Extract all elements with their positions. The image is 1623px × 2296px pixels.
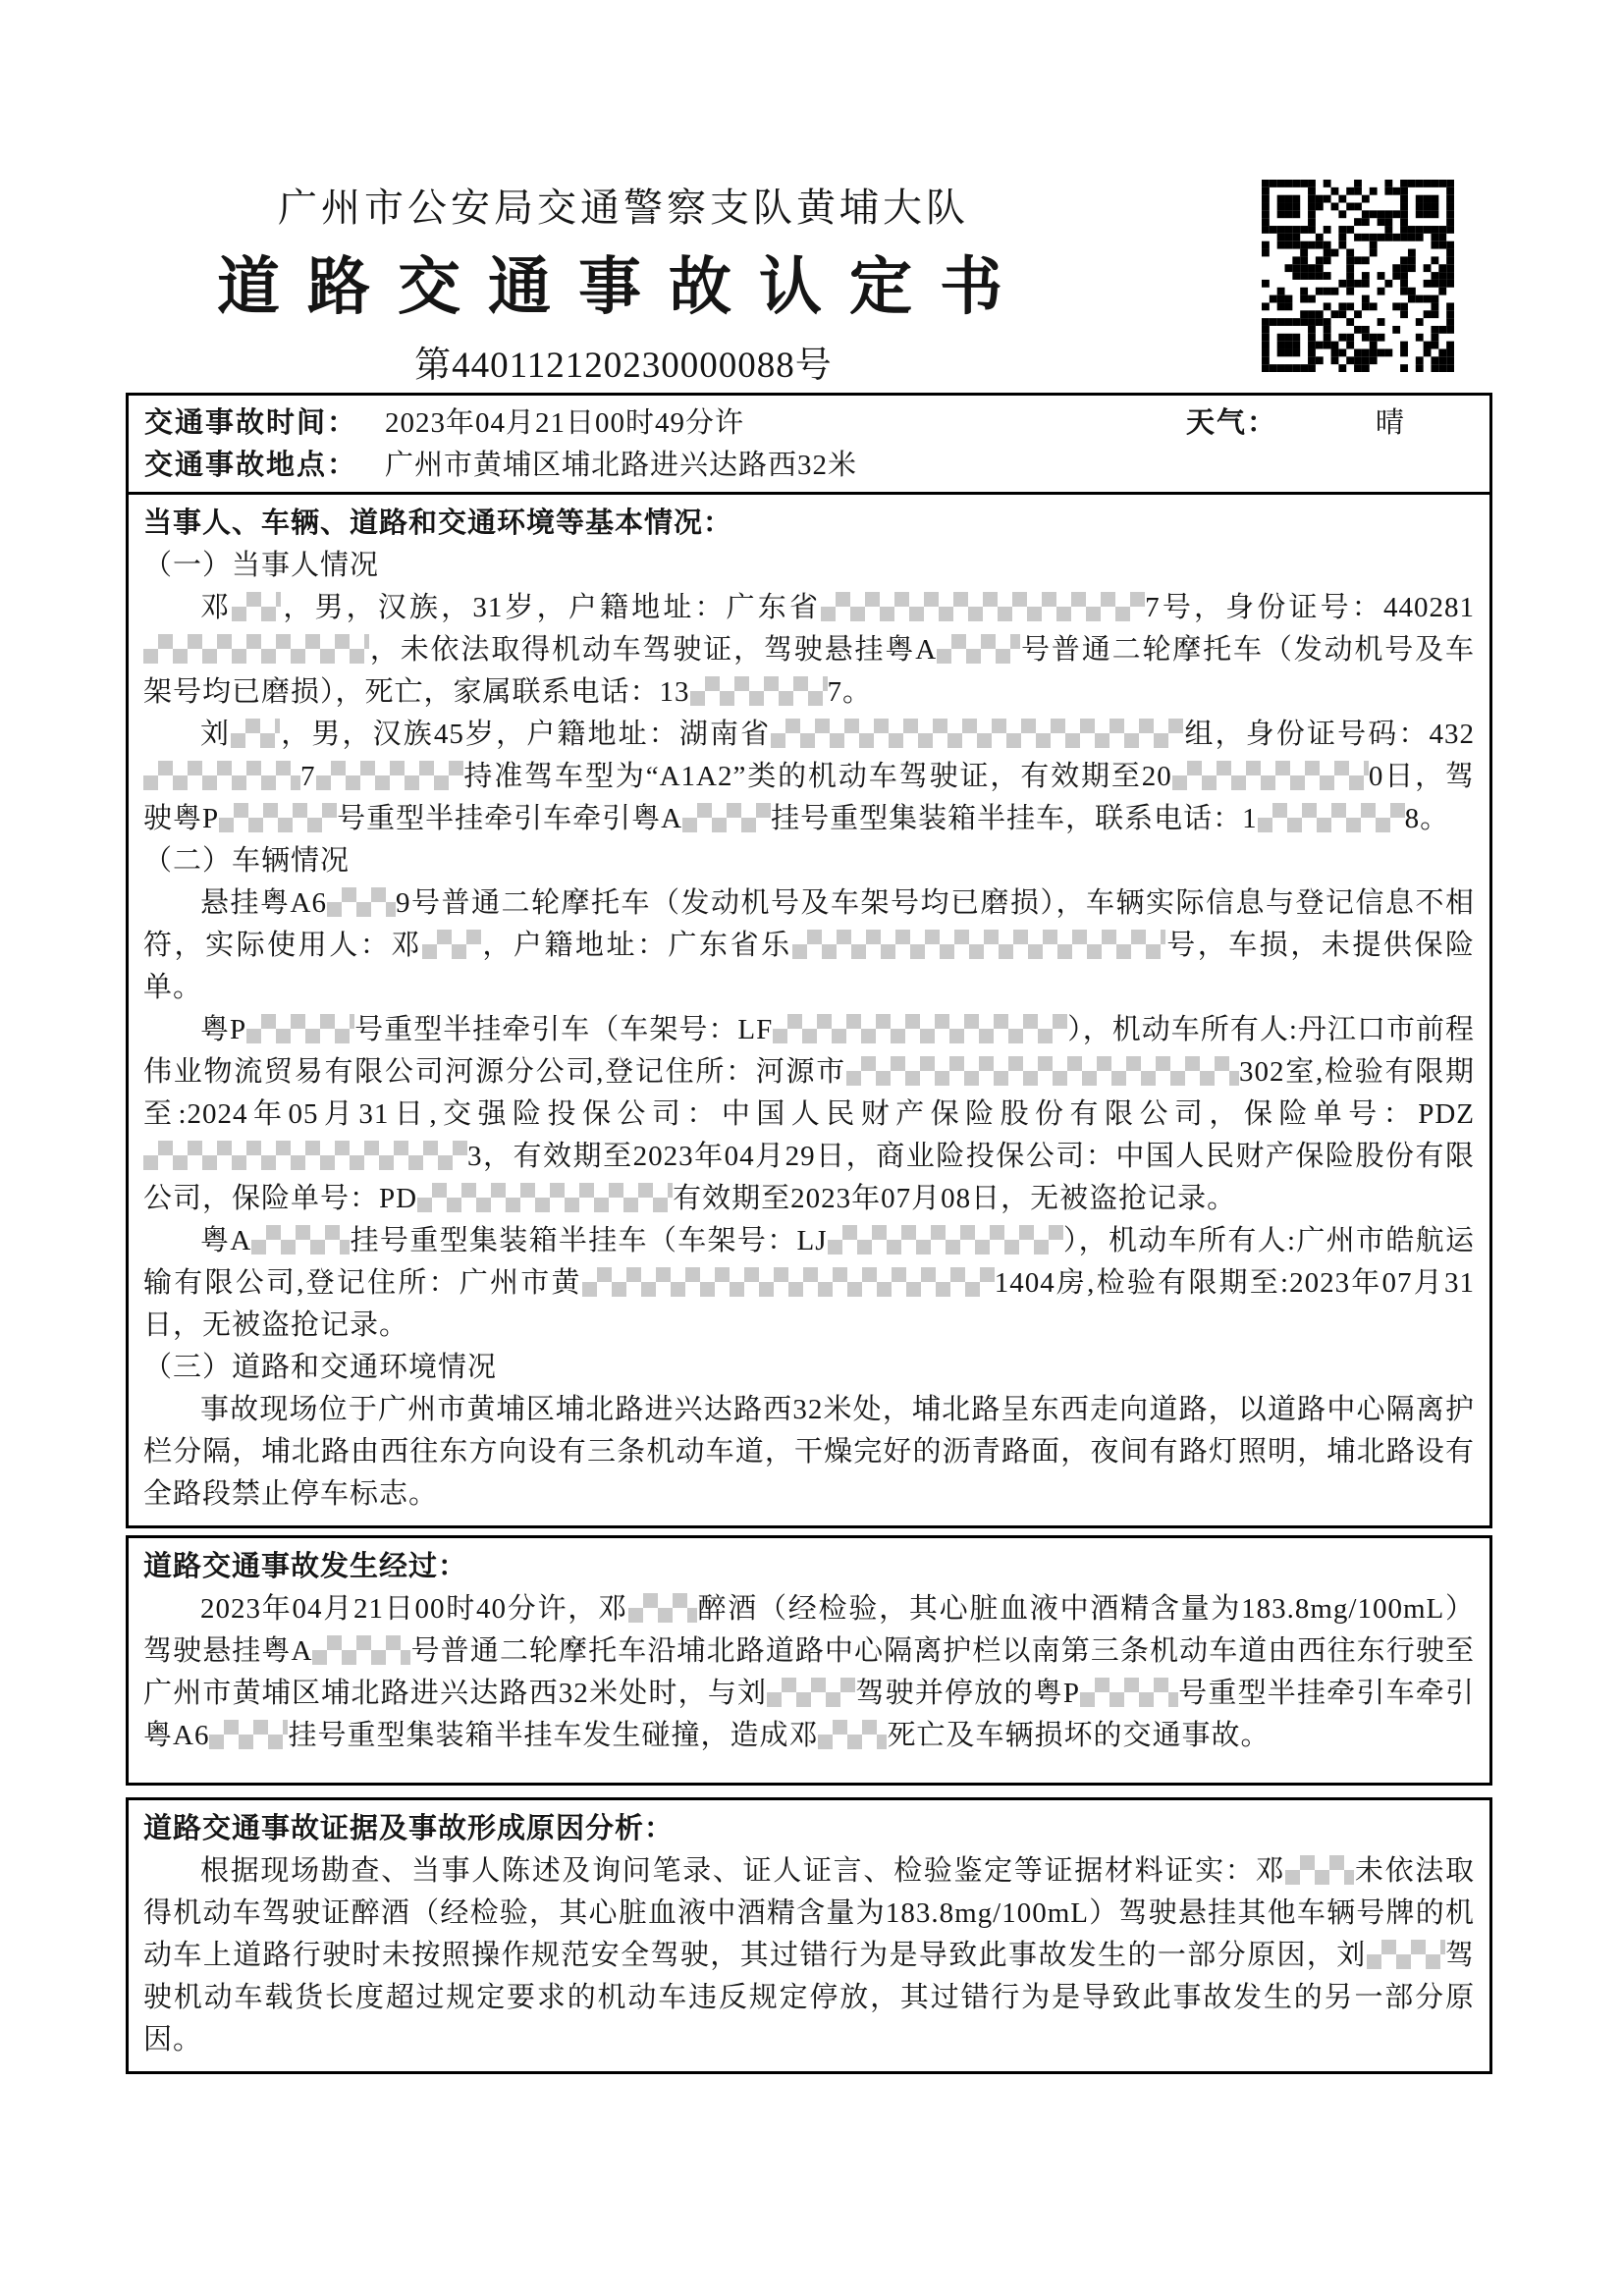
- text-run: ，户籍地址：广东省乐: [480, 930, 792, 961]
- text-run: 号普通二轮摩托车沿埔北路道路中心隔离护栏以南第三条机动车道由西往东行驶至广州市黄埔区埔北路进兴达路西32米处时，与刘: [143, 1635, 1475, 1709]
- redacted-text: [792, 930, 1165, 959]
- redacted-text: [818, 1720, 887, 1749]
- redacted-text: [143, 1141, 467, 1170]
- redacted-text: [1285, 1855, 1354, 1885]
- text-run: （三）道路和交通环境情况: [143, 1352, 498, 1383]
- redacted-text: [828, 1225, 1063, 1255]
- redacted-text: [417, 1183, 673, 1212]
- basic-info-title: 当事人、车辆、道路和交通环境等基本情况：: [143, 507, 733, 539]
- accident-process-title: 道路交通事故发生经过：: [143, 1551, 468, 1582]
- paragraph: [143, 882, 1475, 1009]
- redacted-text: [682, 803, 771, 832]
- redacted-text: [582, 1267, 995, 1297]
- paragraph: [143, 587, 1475, 714]
- text-run: 7号，身份证号：440281: [1145, 592, 1475, 623]
- accident-location-value: 广州市黄埔区埔北路进兴达路西32米: [385, 449, 858, 481]
- redacted-text: [628, 1593, 697, 1623]
- redacted-text: [771, 719, 1183, 748]
- paragraph: [143, 1389, 1475, 1516]
- sub-section-heading: [143, 840, 1475, 882]
- text-run: 挂号重型集装箱半挂车发生碰撞，造成邓: [288, 1720, 819, 1751]
- text-run: 1404房,检验有限期至:2023年07月31日，无被盗抢记录。: [143, 1267, 1475, 1341]
- redacted-text: [821, 592, 1145, 621]
- text-run: ，未依法取得机动车驾驶证，驾驶悬挂粤A: [369, 634, 938, 666]
- text-run: 302室,检验有限期至:2024年05月31日,交强险投保公司：中国人民财产保险股份有限公司，保险单号：PDZ: [143, 1056, 1475, 1130]
- text-run: 2023年04月21日00时40分许，邓: [200, 1593, 628, 1625]
- text-run: 号重型半挂牵引车牵引粤A: [337, 803, 683, 834]
- text-run: 持准驾车型为“A1A2”类的机动车驾驶证，有效期至20: [462, 761, 1172, 792]
- text-run: 有效期至2023年07月08日，无被盗抢记录。: [673, 1183, 1237, 1214]
- text-run: 9号普通二轮摩托车（发动机号及车架号均已磨损），车辆实际信息与登记信息不相符，实际使用人：邓: [143, 887, 1475, 961]
- text-run: 驾驶机动车载货长度超过规定要求的机动车违反规定停放，其过错行为是导致此事故发生的另一部分原因。: [143, 1940, 1475, 2056]
- sub-section-heading: [143, 545, 1475, 587]
- accident-location-label: 交通事故地点：: [144, 449, 358, 481]
- text-run: 挂号重型集装箱半挂车（车架号：LJ: [350, 1225, 828, 1256]
- redacted-text: [209, 1720, 288, 1749]
- basic-info-paragraphs: [143, 545, 1475, 1516]
- accident-process-paragraphs: [143, 1588, 1475, 1757]
- text-run: （一）当事人情况: [143, 550, 380, 581]
- text-run: 0日，驾驶粤P: [143, 761, 1475, 834]
- text-run: 未依法取得机动车驾驶证醉酒（经检验，其心脏血液中酒精含量为183.8mg/100mL）驾驶悬挂其他车辆号牌的机动车上道路行驶时未按照操作规范安全驾驶，其过错行为是导致此事故发生的一部分原因，刘: [143, 1855, 1475, 1971]
- redacted-text: [251, 1225, 350, 1255]
- paragraph: [143, 714, 1475, 840]
- cause-analysis-title: 道路交通事故证据及事故形成原因分析：: [143, 1813, 675, 1844]
- text-run: 根据现场勘查、当事人陈述及询问笔录、证人证言、检验鉴定等证据材料证实：邓: [200, 1855, 1286, 1887]
- redacted-text: [422, 930, 481, 959]
- issuing-agency: 广州市公安局交通警察支队黄埔大队: [278, 186, 969, 230]
- text-run: 组，身份证号码：432: [1183, 719, 1475, 750]
- redacted-text: [327, 887, 396, 917]
- document-body: [126, 393, 1492, 2074]
- paragraph: [143, 1220, 1475, 1347]
- text-run: 粤A: [200, 1225, 252, 1256]
- text-run: 驾驶并停放的粤P: [855, 1678, 1080, 1709]
- text-run: 7: [300, 761, 316, 792]
- cause-analysis-box: [126, 1797, 1492, 2074]
- text-run: 7。: [827, 676, 873, 708]
- redacted-text: [690, 676, 828, 706]
- redacted-text: [219, 803, 337, 832]
- text-run: 3，有效期至2023年04月29日，商业险投保公司：中国人民财产保险股份有限公司，保险单号：PD: [143, 1141, 1475, 1214]
- document-title: 道路交通事故认定书: [217, 252, 1030, 322]
- redacted-text: [773, 1014, 1067, 1043]
- paragraph: [143, 1850, 1475, 2061]
- redacted-text: [767, 1678, 855, 1707]
- document-header: [128, 177, 1119, 388]
- redacted-text: [1367, 1940, 1445, 1969]
- text-run: 号重型半挂牵引车牵引粤A6: [143, 1678, 1475, 1751]
- redacted-text: [143, 634, 369, 664]
- paragraph: [143, 1588, 1475, 1757]
- text-run: 8。: [1404, 803, 1450, 834]
- text-run: 死亡及车辆损坏的交通事故。: [887, 1720, 1271, 1751]
- text-run: ，男，汉族，31岁，户籍地址：广东省: [281, 592, 822, 623]
- accident-time-row: [144, 403, 1474, 443]
- text-run: 号重型半挂牵引车（车架号：LF: [354, 1014, 774, 1045]
- redacted-text: [316, 761, 463, 790]
- weather-value: 晴: [1375, 406, 1405, 439]
- text-run: ），机动车所有人:广州市皓航运输有限公司,登记住所：广州市黄: [143, 1225, 1475, 1299]
- text-run: 邓: [200, 592, 233, 623]
- text-run: 号普通二轮摩托车（发动机号及车架号均已磨损），死亡，家属联系电话：13: [143, 634, 1475, 708]
- redacted-text: [1258, 803, 1405, 832]
- text-run: ），机动车所有人:丹江口市前程伟业物流贸易有限公司河源分公司,登记住所：河源市: [143, 1014, 1476, 1088]
- text-run: 刘: [200, 719, 232, 750]
- cause-analysis-paragraphs: [143, 1850, 1475, 2061]
- accident-summary-box: [126, 393, 1492, 495]
- redacted-text: [1172, 761, 1369, 790]
- text-run: ，男，汉族45岁，户籍地址：湖南省: [280, 719, 772, 750]
- text-run: 粤P: [200, 1014, 247, 1045]
- accident-time-label: 交通事故时间：: [144, 406, 358, 439]
- redacted-text: [1080, 1678, 1178, 1707]
- text-run: （二）车辆情况: [143, 845, 351, 877]
- accident-location-row: [144, 446, 1474, 485]
- redacted-text: [937, 634, 1020, 664]
- redacted-text: [246, 1014, 354, 1043]
- text-run: 事故现场位于广州市黄埔区埔北路进兴达路西32米处，埔北路呈东西走向道路，以道路中心隔离护栏分隔，埔北路由西往东方向设有三条机动车道，干燥完好的沥青路面，夜间有路灯照明，埔北路设有全路段禁止停车标志。: [143, 1394, 1475, 1510]
- redacted-text: [312, 1635, 410, 1665]
- document-number: 第440112120230000088号: [414, 346, 833, 386]
- weather-label: 天气：: [1185, 406, 1277, 439]
- redacted-text: [232, 592, 281, 621]
- text-run: 悬挂粤A6: [200, 887, 327, 919]
- paragraph: [143, 1009, 1475, 1220]
- accident-time-value: 2023年04月21日00时49分许: [385, 406, 745, 439]
- redacted-text: [143, 761, 300, 790]
- basic-info-box: [126, 492, 1492, 1528]
- qr-code-icon: [1262, 180, 1454, 372]
- redacted-text: [231, 719, 280, 748]
- text-run: 挂号重型集装箱半挂车，联系电话：1: [771, 803, 1258, 834]
- text-run: 醉酒（经检验，其心脏血液中酒精含量为183.8mg/100mL）驾驶悬挂粤A: [143, 1593, 1475, 1667]
- redacted-text: [846, 1056, 1239, 1086]
- accident-process-box: [126, 1535, 1492, 1786]
- text-run: 号，车损，未提供保险单。: [143, 930, 1475, 1003]
- sub-section-heading: [143, 1347, 1475, 1389]
